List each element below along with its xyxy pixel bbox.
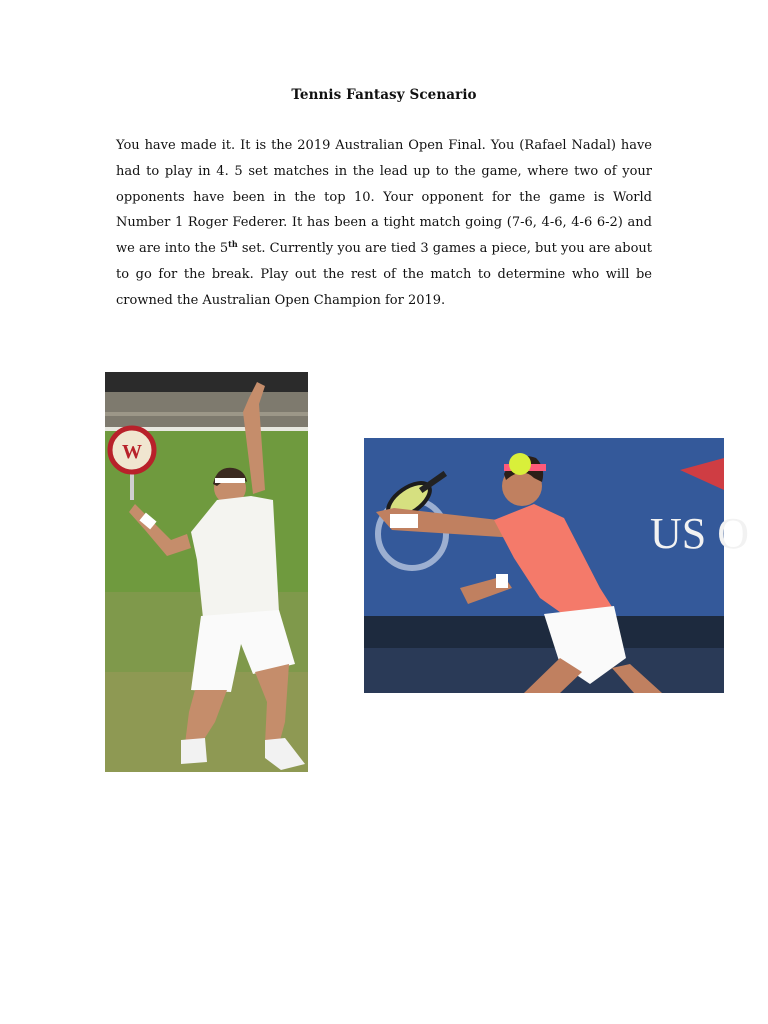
paragraph-text-part-1: You have made it. It is the 2019 Australian Open Final. You (Rafael Nadal) have had to play in 4. 5 set matches in the lead up to the game, where two of your opponents have been in the top 10. Your opponent for the game is World Number 1 Roger Federer. It has been a tight match going (7-6, 4-6, 4-6 6-2) and we are into the 5 (116, 138, 652, 257)
scenario-paragraph (116, 133, 652, 314)
page-title: Tennis Fantasy Scenario (291, 87, 477, 103)
tennis-ball (509, 453, 531, 475)
federer-serving-photo (105, 372, 308, 772)
banner-text: US O (650, 509, 750, 558)
ordinal-suffix: th (228, 239, 238, 250)
racket-logo: W (122, 441, 142, 463)
paragraph-text-part-2: set. Currently you are tied 3 games a piece, but you are about to go for the break. Play out the rest of the match to determine who will be crowned the Australian Open Champion for 2019. (116, 241, 652, 308)
nadal-forehand-photo (364, 438, 750, 693)
